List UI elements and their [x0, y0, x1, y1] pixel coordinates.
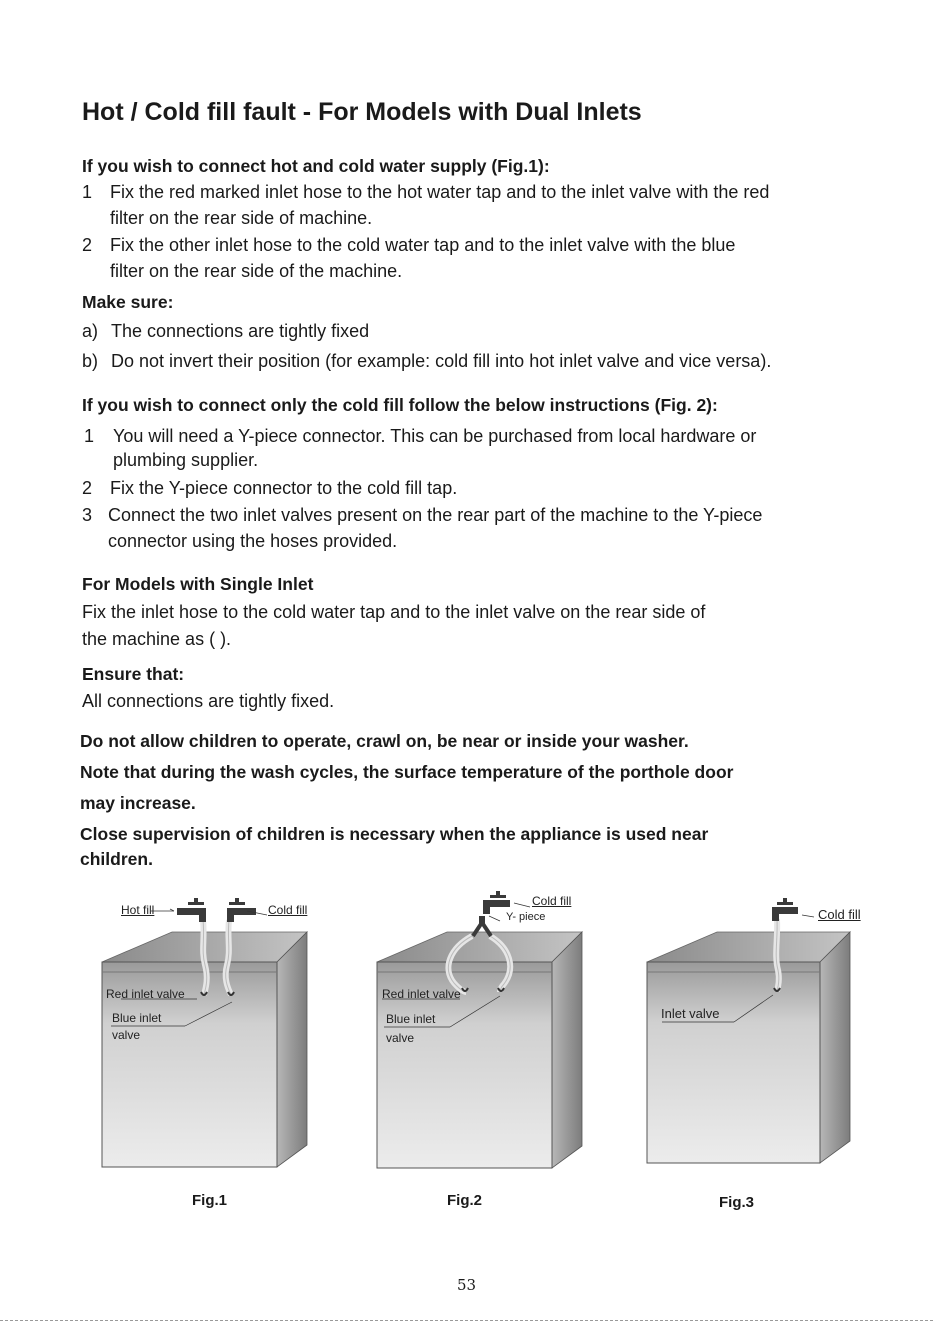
- single-inlet-text: Fix the inlet hose to the cold water tap and to the inlet valve on the rear side of: [82, 602, 706, 622]
- page-number: 53: [456, 1276, 477, 1294]
- step-text: Connect the two inlet valves present on the rear part of the machine to the Y-piece: [108, 505, 763, 525]
- warning-text: may increase.: [80, 793, 196, 813]
- list-marker: b): [82, 351, 99, 371]
- y-piece-label: Y- piece: [506, 911, 546, 923]
- cold-only-heading: If you wish to connect only the cold fill follow the below instructions (Fig. 2):: [82, 395, 718, 415]
- hot-tap-icon: [177, 898, 206, 922]
- figure-caption: Fig.2: [447, 1192, 483, 1209]
- warning-text: Do not allow children to operate, crawl on, be near or inside your washer.: [80, 731, 689, 751]
- make-sure-heading: Make sure:: [82, 292, 174, 312]
- blue-valve-label: valve: [112, 1028, 141, 1042]
- step-text: plumbing supplier.: [113, 450, 259, 470]
- cabinet-top: [647, 932, 850, 962]
- cold-fill-label: Cold fill: [818, 907, 861, 922]
- red-valve-label: Red inlet valve: [106, 987, 185, 1001]
- step-text: connector using the hoses provided.: [108, 531, 398, 551]
- list-marker: a): [82, 321, 99, 341]
- cold-tap-icon: [772, 898, 798, 921]
- red-valve-label: Red inlet valve: [382, 987, 461, 1001]
- step-number: 2: [82, 235, 93, 255]
- warning-text: Close supervision of children is necessary when the appliance is used near: [80, 824, 709, 844]
- cabinet-front: [647, 962, 820, 1163]
- step-number: 1: [82, 182, 93, 202]
- step-text: You will need a Y-piece connector. This can be purchased from local hardware or: [113, 426, 757, 446]
- blue-valve-label: Blue inlet: [386, 1012, 436, 1026]
- blue-valve-label: Blue inlet: [112, 1011, 162, 1025]
- list-item: Do not invert their position (for example: cold fill into hot inlet valve and vice versa).: [111, 351, 772, 371]
- bottom-divider: [0, 1320, 933, 1321]
- inlet-valve-label: Inlet valve: [661, 1006, 720, 1021]
- step-number: 2: [82, 478, 93, 498]
- page-title: Hot / Cold fill fault - For Models with Dual Inlets: [82, 98, 642, 126]
- cold-fill-label: Cold fill: [268, 903, 308, 917]
- warning-text: Note that during the wash cycles, the surface temperature of the porthole door: [80, 762, 734, 782]
- step-text: Fix the other inlet hose to the cold water tap and to the inlet valve with the blue: [110, 235, 736, 255]
- cold-fill-label: Cold fill: [532, 894, 572, 908]
- cabinet-side: [820, 932, 850, 1163]
- step-text: filter on the rear side of the machine.: [110, 261, 403, 281]
- ensure-heading: Ensure that:: [82, 664, 185, 684]
- hot-fill-label: Hot fill: [121, 903, 155, 917]
- step-number: 1: [84, 426, 95, 446]
- step-number: 3: [82, 505, 93, 525]
- cabinet-side: [277, 932, 307, 1167]
- figure-caption: Fig.1: [192, 1192, 228, 1209]
- cabinet-top: [377, 932, 582, 962]
- figure-caption: Fig.3: [719, 1194, 755, 1211]
- step-text: filter on the rear side of machine.: [110, 208, 373, 228]
- warning-text: children.: [80, 849, 153, 869]
- cold-tap-icon: [227, 898, 256, 922]
- single-inlet-heading: For Models with Single Inlet: [82, 574, 314, 594]
- list-item: The connections are tightly fixed: [111, 321, 370, 341]
- step-text: Fix the Y-piece connector to the cold fill tap.: [110, 478, 458, 498]
- blue-valve-label: valve: [386, 1031, 415, 1045]
- figure-3-drawing: [640, 895, 870, 1170]
- dual-inlet-heading: If you wish to connect hot and cold water supply (Fig.1):: [82, 156, 550, 176]
- ensure-text: All connections are tightly fixed.: [82, 691, 335, 711]
- single-inlet-text: the machine as ( ).: [82, 629, 232, 649]
- cabinet-side: [552, 932, 582, 1168]
- step-text: Fix the red marked inlet hose to the hot water tap and to the inlet valve with the red: [110, 182, 770, 202]
